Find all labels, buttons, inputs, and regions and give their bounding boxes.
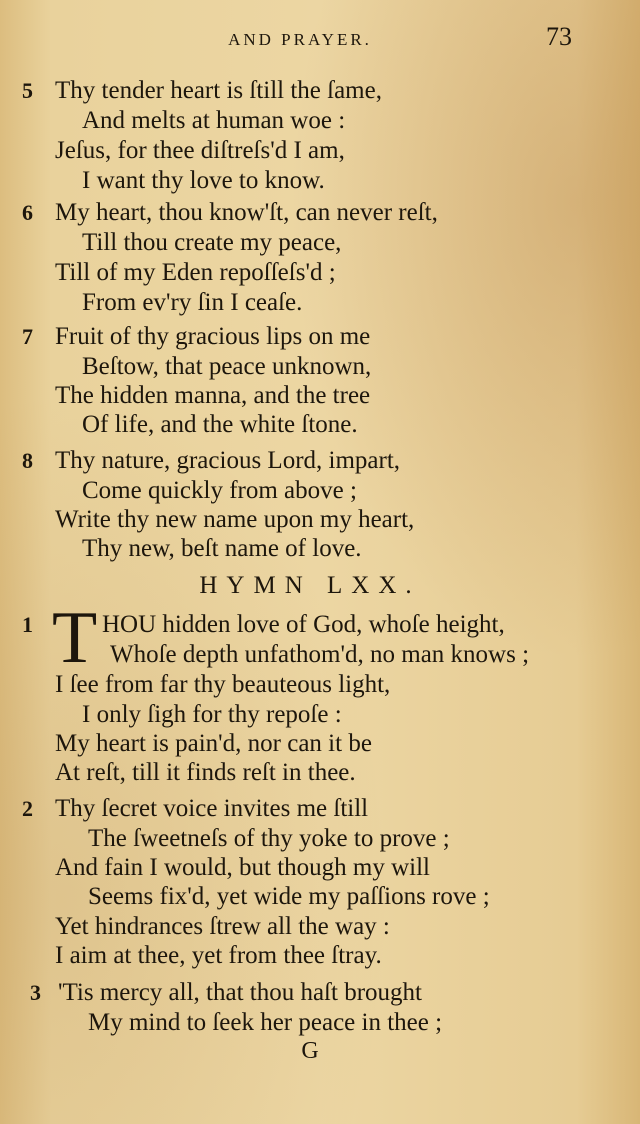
verse-line: Till of my Eden repoſſeſs'd ;: [55, 259, 336, 286]
verse-line: Till thou create my peace,: [82, 229, 342, 256]
verse-line: And melts at human woe :: [82, 107, 346, 134]
verse-line: I want thy love to know.: [82, 167, 325, 194]
drop-cap: T: [52, 597, 98, 679]
verse-line: Thy ſecret voice invites me ſtill: [55, 795, 369, 822]
verse-line: My heart is pain'd, nor can it be: [55, 730, 372, 757]
verse-line: Thy nature, gracious Lord, impart,: [55, 447, 401, 474]
verse-line: My mind to ſeek her peace in thee ;: [88, 1009, 443, 1036]
verse-line: Yet hindrances ſtrew all the way :: [55, 913, 390, 940]
verse-line: My heart, thou know'ſt, can never reſt,: [55, 199, 438, 226]
verse-line: Come quickly from above ;: [82, 477, 357, 504]
hymn-title: HYMN LXX.: [199, 572, 421, 599]
verse-line: I ſee from far thy beauteous light,: [55, 671, 391, 698]
verse-line: I aim at thee, yet from thee ſtray.: [55, 942, 382, 969]
verse-line: Whoſe depth unfathom'd, no man knows ;: [110, 641, 530, 668]
verse-line: Fruit of thy gracious lips on me: [55, 323, 371, 350]
page-number: 73: [546, 22, 572, 51]
verse-number: 5: [22, 78, 33, 103]
verse-number: 1: [22, 612, 33, 637]
verse-line: Jeſus, for thee diſtreſs'd I am,: [55, 137, 345, 164]
verse-line: Of life, and the white ſtone.: [82, 411, 358, 438]
verse-line: At reſt, till it finds reſt in thee.: [55, 759, 356, 786]
verse-number: 3: [30, 980, 41, 1005]
verse-number: 6: [22, 200, 33, 225]
verse-number: 7: [22, 324, 33, 349]
verse-line: Thy tender heart is ſtill the ſame,: [55, 77, 382, 104]
verse-line: Write thy new name upon my heart,: [55, 506, 415, 533]
verse-number: 8: [22, 448, 33, 473]
verse-line: Thy new, beſt name of love.: [82, 535, 362, 562]
verse-line: And fain I would, but though my will: [55, 854, 430, 881]
signature-mark: G: [301, 1038, 319, 1064]
verse-line: The ſweetneſs of thy yoke to prove ;: [88, 825, 450, 852]
verse-line: Beſtow, that peace unknown,: [82, 353, 372, 380]
verse-line: I only ſigh for thy repoſe :: [82, 701, 342, 728]
verse-number: 2: [22, 796, 33, 821]
verse-line: Seems fix'd, yet wide my paſſions rove ;: [88, 883, 490, 910]
verse-line: From ev'ry ſin I ceaſe.: [82, 289, 303, 316]
verse-line: HOU hidden love of God, whoſe height,: [102, 611, 505, 638]
verse-line: 'Tis mercy all, that thou haſt brought: [58, 979, 422, 1006]
running-title: AND PRAYER.: [228, 30, 372, 49]
verse-line: The hidden manna, and the tree: [55, 382, 371, 409]
